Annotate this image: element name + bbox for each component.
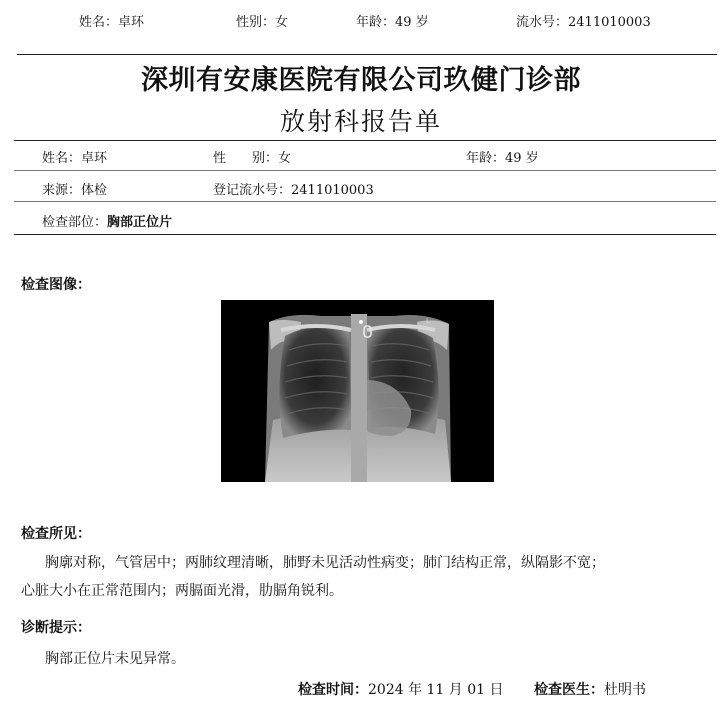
exam-time-label: 检查时间： (298, 682, 368, 698)
exam-doctor-value: 杜明书 (604, 682, 646, 698)
exam-doctor (534, 679, 646, 699)
findings-line-2: 心脏大小在正常范围内；两膈面光滑，肋膈角锐利。 (21, 583, 343, 599)
info-top-divider (14, 140, 716, 141)
top-age: 年龄：49 岁 (356, 15, 429, 30)
patient-gender (213, 147, 291, 166)
patient-gender-value: 女 (278, 151, 292, 166)
diagnosis-label: 诊断提示： (21, 620, 91, 636)
info-bottom-divider (14, 234, 716, 235)
exam-part-label: 检查部位： (42, 215, 108, 230)
image-section-label: 检查图像： (21, 277, 91, 293)
top-serial: 流水号：2411010003 (516, 15, 651, 30)
diagnosis-text: 胸部正位片未见异常。 (45, 651, 185, 667)
patient-gender-label: 性 别： (213, 151, 279, 166)
info-row1-divider (14, 170, 716, 171)
exam-doctor-label: 检查医生： (534, 682, 604, 698)
findings-label: 检查所见： (21, 526, 91, 542)
report-title: 放射科报告单 (279, 107, 442, 136)
findings-line-1: 胸廓对称，气管居中；两肺纹理清晰，肺野未见活动性病变；肺门结构正常，纵隔影不宽； (45, 555, 605, 571)
patient-age: 年龄：49 岁 (466, 151, 539, 166)
exam-time (298, 679, 504, 699)
header-divider (17, 54, 717, 55)
hospital-title: 深圳有安康医院有限公司玖健门诊部 (141, 65, 581, 96)
patient-source: 来源：体检 (42, 183, 108, 198)
info-row2-divider (14, 201, 716, 202)
exam-part (42, 211, 172, 230)
xray-side-marker: L (426, 317, 430, 325)
exam-part-value: 胸部正位片 (107, 215, 173, 230)
chest-xray-image (221, 300, 494, 482)
exam-time-value: 2024 年 11 月 01 日 (368, 682, 504, 698)
chest-xray-graphic (221, 300, 494, 482)
patient-name: 姓名：卓环 (42, 151, 108, 166)
findings-text (21, 549, 711, 605)
patient-serial: 登记流水号：2411010003 (213, 183, 374, 198)
top-gender: 性别：女 (236, 15, 289, 30)
top-name: 姓名：卓环 (79, 15, 145, 30)
